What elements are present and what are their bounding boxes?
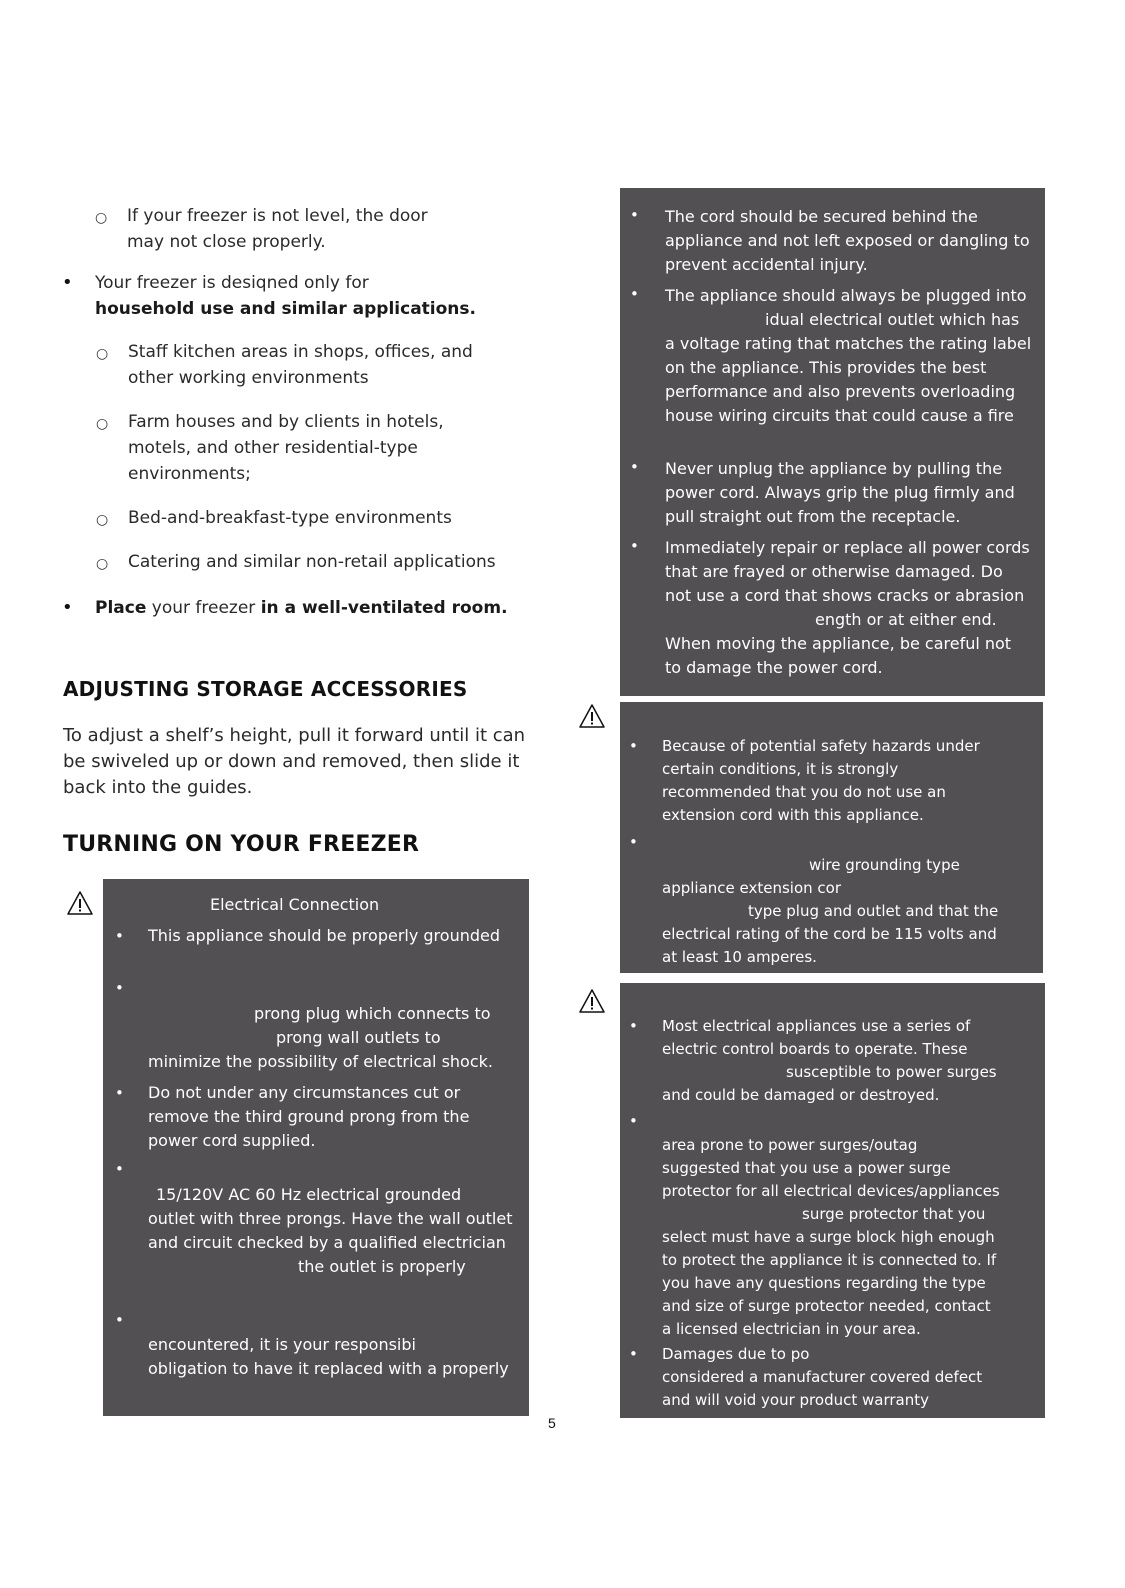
bullet: • xyxy=(629,1345,638,1363)
sub-bullet: ○ xyxy=(96,346,109,362)
bullet: • xyxy=(115,1160,124,1178)
bullet-text: area prone to power surges/outag suggested that you use a power surge protector for all electrical devices/appliances surge protector that you select must have a surge block high enough to protect the appliance it is connected to. If you have any questions regarding the type and size of surge protector needed, contact a licensed electrician in your area. xyxy=(662,1136,1000,1338)
bullet-text: prong plug which connects to prong wall outlets to minimize the possibility of electrical shock. xyxy=(148,1004,493,1071)
page-number: 5 xyxy=(548,1415,556,1431)
bullet: • xyxy=(630,285,639,303)
bullet: • xyxy=(115,979,124,997)
power-cord-box xyxy=(620,188,1045,696)
bullet: • xyxy=(62,597,73,618)
sub-bullet: ○ xyxy=(96,556,109,572)
bullet-text: wire grounding type appliance extension cor type plug and outlet and that the electrical rating of the cord be 115 volts and at least 10 amperes. xyxy=(662,856,999,966)
adjusting-heading: ADJUSTING STORAGE ACCESSORIES xyxy=(63,677,468,701)
power-surge-box xyxy=(620,983,1045,1418)
bullet: • xyxy=(630,537,639,555)
box-title: Electrical Connection xyxy=(210,895,380,914)
bullet-text: Never unplug the appliance by pulling the power cord. Always grip the plug firmly and pull straight out from the receptacle. xyxy=(665,459,1015,526)
bullet-text: The cord should be secured behind the appliance and not left exposed or dangling to prevent accidental injury. xyxy=(665,207,1030,274)
sub-bullet: ○ xyxy=(96,512,109,528)
bullet: • xyxy=(115,1084,124,1102)
bullet-text: 15/120V AC 60 Hz electrical grounded outlet with three prongs. Have the wall outlet and circuit checked by a qualified electrician the outlet is properly xyxy=(148,1185,513,1276)
sub-bullet: ○ xyxy=(96,416,109,432)
bullet: • xyxy=(115,927,124,945)
bullet: • xyxy=(629,833,638,851)
bullet-text: Most electrical appliances use a series of electric control boards to operate. These susceptible to power surges and could be damaged or destroyed. xyxy=(662,1017,997,1104)
bullet-text: encountered, it is your responsibi obligation to have it replaced with a properly xyxy=(148,1335,509,1378)
bullet: • xyxy=(629,737,638,755)
application-item: Farm houses and by clients in hotels, motels, and other residential-type environments; xyxy=(128,412,444,484)
level-note: If your freezer is not level, the door may not close properly. xyxy=(127,206,428,252)
application-item: Staff kitchen areas in shops, offices, and other working environments xyxy=(128,342,473,388)
bullet-text: This appliance should be properly grounded xyxy=(148,926,500,945)
bullet-text: The appliance should always be plugged into idual electrical outlet which has a voltage rating that matches the rating label on the appliance. This provides the best performance and also prevents overloading house wiring circuits that could cause a fire xyxy=(665,286,1032,425)
sub-bullet: ○ xyxy=(95,210,108,226)
bullet: • xyxy=(62,272,73,293)
application-item: Catering and similar non-retail applications xyxy=(128,552,496,572)
bullet: • xyxy=(629,1017,638,1035)
bullet-text: Because of potential safety hazards under certain conditions, it is strongly recommended that you do not use an extension cord with this appliance. xyxy=(662,737,980,824)
application-item: Bed-and-breakfast-type environments xyxy=(128,508,452,528)
turning-on-heading: TURNING ON YOUR FREEZER xyxy=(63,832,420,857)
warning-icon xyxy=(578,988,606,1014)
bullet: • xyxy=(630,458,639,476)
bullet-text: Do not under any circumstances cut or remove the third ground prong from the power cord supplied. xyxy=(148,1083,470,1150)
bullet: • xyxy=(115,1311,124,1329)
electrical-connection-box xyxy=(103,879,529,1416)
bullet: • xyxy=(629,1112,638,1130)
extension-cord-box xyxy=(620,702,1043,973)
ventilated-note: Place your freezer in a well-ventilated room. xyxy=(95,598,508,618)
bullet: • xyxy=(630,206,639,224)
bullet-text: Immediately repair or replace all power cords that are frayed or otherwise damaged. Do not use a cord that shows cracks or abrasion ength or at either end. When moving the appliance, be careful not to damage the power cord. xyxy=(665,538,1030,677)
warning-icon xyxy=(66,890,94,916)
adjusting-text: To adjust a shelf’s height, pull it forward until it can be swiveled up or down and removed, then slide it back into the guides. xyxy=(63,725,526,798)
designed-for: Your freezer is desiqned only for household use and similar applications. xyxy=(95,273,476,319)
warning-icon xyxy=(578,703,606,729)
bullet-text: Damages due to po considered a manufacturer covered defect and will void your product warranty xyxy=(662,1345,983,1409)
